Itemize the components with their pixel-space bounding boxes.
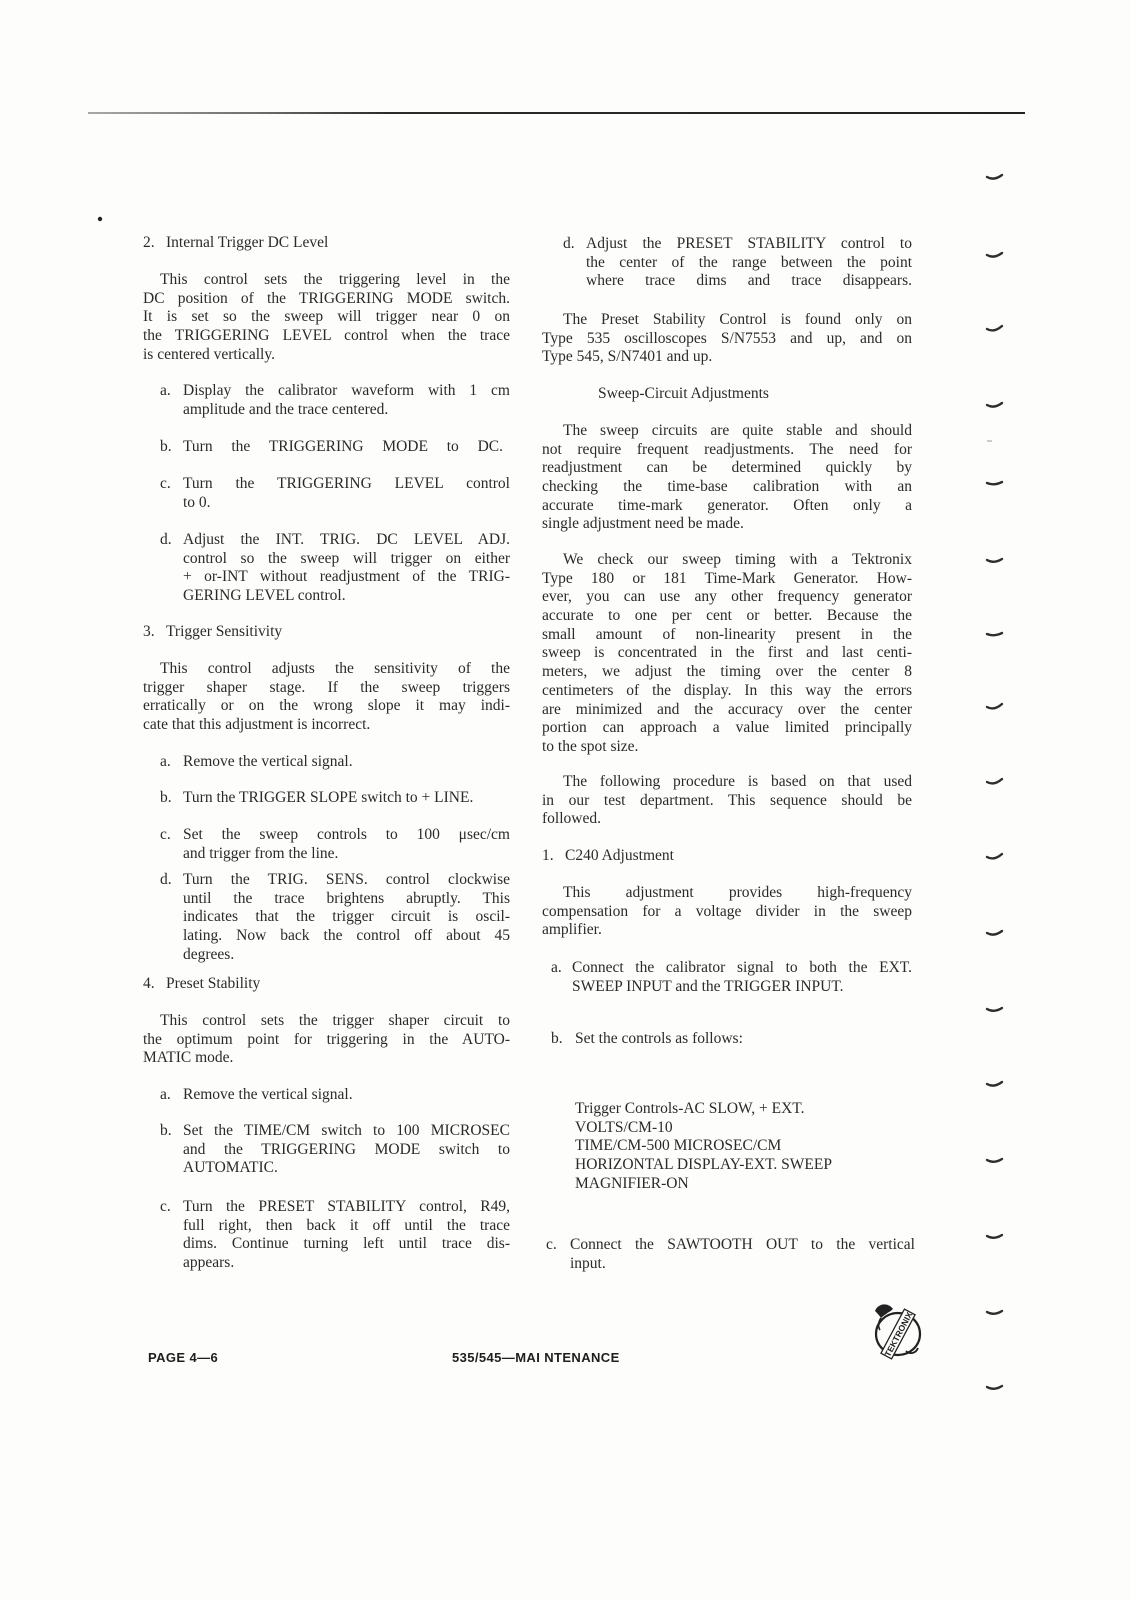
step-text — [183, 871, 510, 964]
margin-mark — [987, 175, 1002, 179]
step-line: indicates that the trigger circuit is oscil- — [183, 908, 510, 926]
setting-line: MAGNIFIER-ON — [575, 1174, 689, 1192]
step-line: Set the controls as follows: — [575, 1030, 743, 1047]
step-line: Turn the TRIG. SENS. control clockwise — [183, 871, 510, 888]
sweep-paragraph — [542, 773, 912, 829]
section-intro — [542, 884, 912, 940]
document-title: 535/545—MAI NTENANCE — [452, 1350, 620, 1365]
step-line: Remove the vertical signal. — [183, 1086, 353, 1103]
margin-mark — [987, 779, 1002, 783]
step-line: and trigger from the line. — [183, 844, 339, 862]
para-line: the optimum point for triggering in the AUTO- — [143, 1030, 510, 1048]
step-letter: d. — [160, 871, 172, 888]
section-heading — [143, 975, 260, 994]
margin-mark — [987, 482, 1002, 484]
step-line: control so the sweep will trigger on either — [183, 549, 510, 567]
step-line: lating. Now back the control off about 45 — [183, 927, 510, 945]
sweep-heading: Sweep-Circuit Adjustments — [598, 385, 769, 402]
step-letter: b. — [160, 438, 172, 455]
step-line: Turn the TRIGGER SLOPE switch to + LINE. — [183, 789, 474, 806]
step-item — [160, 753, 510, 772]
margin-mark — [987, 253, 1002, 257]
logo-text: TEKTRONIX — [882, 1310, 915, 1359]
step-line: Set the TIME/CM switch to 100 MICROSEC — [183, 1122, 510, 1139]
top-rule — [88, 112, 1025, 114]
page-number: PAGE 4—6 — [148, 1350, 219, 1365]
section-number: 4. — [143, 975, 155, 992]
para-line: The following procedure is based on that used — [563, 773, 912, 790]
para-line: Type 180 or 181 Time-Mark Generator. How- — [542, 569, 912, 587]
margin-mark — [987, 633, 1002, 635]
para-line: is centered vertically. — [143, 345, 275, 363]
margin-mark — [987, 1159, 1002, 1162]
step-line: until the trace brightens abruptly. This — [183, 889, 510, 907]
step-line: full right, then back it off until the trace — [183, 1216, 510, 1234]
para-line: DC position of the TRIGGERING MODE switch. — [143, 289, 510, 307]
step-text — [183, 753, 510, 772]
step-line: + or-INT without readjustment of the TRIG- — [183, 568, 510, 586]
para-line: not require frequent readjustments. The need for — [542, 440, 912, 458]
para-line: followed. — [542, 810, 601, 828]
step-item — [551, 1030, 912, 1049]
step-item — [160, 531, 510, 606]
step-item — [160, 475, 510, 512]
margin-mark — [987, 559, 1002, 562]
section-intro — [143, 271, 510, 364]
para-line: accurate to one per cent or better. Because the — [542, 607, 912, 625]
step-letter: c. — [546, 1236, 557, 1253]
para-line: MATIC mode. — [143, 1049, 234, 1067]
step-line: amplitude and the trace centered. — [183, 400, 389, 418]
step-line: appears. — [183, 1254, 235, 1272]
step-line: Set the sweep controls to 100 μsec/cm — [183, 826, 510, 843]
section-title: Internal Trigger DC Level — [166, 234, 329, 251]
para-line: in our test department. This sequence should be — [542, 791, 912, 809]
para-line: It is set so the sweep will trigger near 0 on — [143, 308, 510, 326]
section-number: 2. — [143, 234, 155, 251]
para-line: ever, you can use any other frequency generator — [542, 588, 912, 606]
step-line: Adjust the PRESET STABILITY control to — [586, 235, 912, 252]
section-intro — [143, 1012, 510, 1068]
para-line: trigger shaper stage. If the sweep triggers — [143, 678, 510, 696]
para-line: single adjustment need be made. — [542, 515, 744, 533]
para-line: compensation for a voltage divider in the sweep — [542, 902, 912, 920]
para-line: meters, we adjust the timing over the center 8 — [542, 663, 912, 681]
step-letter: c. — [160, 475, 171, 492]
para-line: portion can approach a value limited principally — [542, 719, 912, 737]
step-letter: d. — [563, 235, 575, 252]
margin-mark — [987, 931, 1002, 935]
bullet-dot — [98, 217, 102, 221]
step-letter: c. — [160, 1198, 171, 1215]
step-letter: b. — [160, 789, 172, 806]
step-line: Turn the TRIGGERING MODE to DC. — [183, 438, 503, 455]
section-intro — [143, 660, 510, 735]
step-line: Adjust the INT. TRIG. DC LEVEL ADJ. — [183, 531, 510, 548]
para-line: accurate time-mark generator. Often only a — [542, 496, 912, 514]
step-line: Turn the TRIGGERING LEVEL control — [183, 475, 510, 492]
preset-stability-note — [542, 311, 912, 367]
step-text — [572, 959, 912, 996]
step-text — [183, 438, 503, 457]
step-letter: a. — [160, 382, 171, 399]
para-line: We check our sweep timing with a Tektronix — [563, 551, 912, 568]
para-line: The Preset Stability Control is found only on — [563, 311, 912, 328]
margin-mark — [987, 854, 1002, 858]
step-text — [183, 826, 510, 863]
step-letter: c. — [160, 826, 171, 843]
step-text — [183, 531, 510, 606]
step-line: Remove the vertical signal. — [183, 753, 353, 770]
section-title: Trigger Sensitivity — [166, 623, 283, 640]
margin-mark — [987, 1386, 1002, 1389]
margin-mark — [987, 1082, 1002, 1086]
step-text — [183, 382, 510, 419]
para-line: readjustment can be determined quickly by — [542, 459, 912, 477]
step-item — [563, 235, 912, 291]
step-line: dims. Continue turning left until trace dis- — [183, 1235, 510, 1253]
para-line: amplifier. — [542, 921, 602, 939]
para-line: Type 535 oscilloscopes S/N7553 and up, and on — [542, 329, 912, 347]
margin-mark — [987, 326, 1002, 330]
step-line: where trace dims and trace disappears. — [586, 272, 912, 290]
margin-mark — [987, 1235, 1002, 1238]
para-line: to the spot size. — [542, 737, 639, 755]
step-text — [183, 1122, 510, 1178]
section-number: 1. — [542, 847, 554, 864]
step-item — [160, 1086, 510, 1105]
step-text — [183, 1198, 510, 1273]
step-text — [575, 1030, 912, 1049]
section-heading — [542, 847, 674, 866]
step-item — [160, 789, 510, 808]
step-letter: d. — [160, 531, 172, 548]
sweep-paragraph — [542, 422, 912, 534]
para-line: erratically or on the wrong slope it may indi- — [143, 697, 510, 715]
step-text — [183, 789, 510, 808]
step-line: Turn the PRESET STABILITY control, R49, — [183, 1198, 510, 1215]
margin-mark — [987, 1311, 1002, 1314]
section-title: Preset Stability — [166, 975, 261, 992]
step-text — [586, 235, 912, 291]
para-line: centimeters of the display. In this way the errors — [542, 681, 912, 699]
step-item — [160, 1122, 510, 1178]
margin-mark — [987, 1008, 1002, 1011]
para-line: Type 545, S/N7401 and up. — [542, 348, 713, 366]
step-letter: a. — [551, 959, 562, 976]
step-letter: b. — [551, 1030, 563, 1047]
section-heading — [143, 234, 328, 253]
para-line: checking the time-base calibration with an — [542, 478, 912, 496]
step-letter: b. — [160, 1122, 172, 1139]
step-item — [160, 826, 510, 863]
section-title: C240 Adjustment — [565, 847, 674, 864]
step-line: to 0. — [183, 493, 211, 511]
step-item — [551, 959, 912, 996]
step-line: Connect the calibrator signal to both the EXT. — [572, 959, 912, 976]
step-letter: a. — [160, 753, 171, 770]
para-line: cate that this adjustment is incorrect. — [143, 716, 371, 734]
margin-mark — [987, 403, 1002, 407]
para-line: This control sets the trigger shaper circuit to — [160, 1012, 510, 1029]
step-letter: a. — [160, 1086, 171, 1103]
step-item — [160, 1198, 510, 1273]
para-line: This adjustment provides high-frequency — [563, 884, 912, 901]
step-line: AUTOMATIC. — [183, 1159, 278, 1177]
step-line: Connect the SAWTOOTH OUT to the vertical — [570, 1236, 915, 1253]
step-item — [546, 1236, 915, 1273]
setting-line: Trigger Controls-AC SLOW, + EXT. — [575, 1100, 805, 1117]
step-item — [160, 438, 503, 457]
step-line: Display the calibrator waveform with 1 cm — [183, 382, 510, 399]
section-number: 3. — [143, 623, 155, 640]
para-line: the TRIGGERING LEVEL control when the trace — [143, 327, 510, 345]
para-line: small amount of non-linearity present in the — [542, 625, 912, 643]
para-line: This control adjusts the sensitivity of the — [160, 660, 510, 677]
step-text — [570, 1236, 915, 1273]
tektronix-logo — [866, 1301, 930, 1361]
step-text — [183, 475, 510, 512]
step-line: degrees. — [183, 945, 235, 963]
control-settings-list — [575, 1100, 912, 1193]
para-line: are minimized and the accuracy over the center — [542, 700, 912, 718]
step-line: the center of the range between the point — [586, 253, 912, 271]
step-item — [160, 871, 510, 964]
para-line: This control sets the triggering level in the — [160, 271, 510, 288]
step-line: and the TRIGGERING MODE switch to — [183, 1140, 510, 1158]
sweep-paragraph — [542, 551, 912, 757]
setting-line: HORIZONTAL DISPLAY-EXT. SWEEP — [575, 1156, 832, 1174]
step-text — [183, 1086, 510, 1105]
step-line: GERING LEVEL control. — [183, 587, 346, 605]
step-line: SWEEP INPUT and the TRIGGER INPUT. — [572, 977, 844, 995]
section-heading — [143, 623, 282, 642]
setting-line: VOLTS/CM-10 — [575, 1118, 673, 1136]
margin-mark — [987, 704, 1002, 708]
step-item — [160, 382, 510, 419]
para-line: sweep is concentrated in the first and last centi- — [542, 644, 912, 662]
step-line: input. — [570, 1254, 606, 1272]
para-line: The sweep circuits are quite stable and should — [563, 422, 912, 439]
setting-line: TIME/CM-500 MICROSEC/CM — [575, 1137, 782, 1155]
